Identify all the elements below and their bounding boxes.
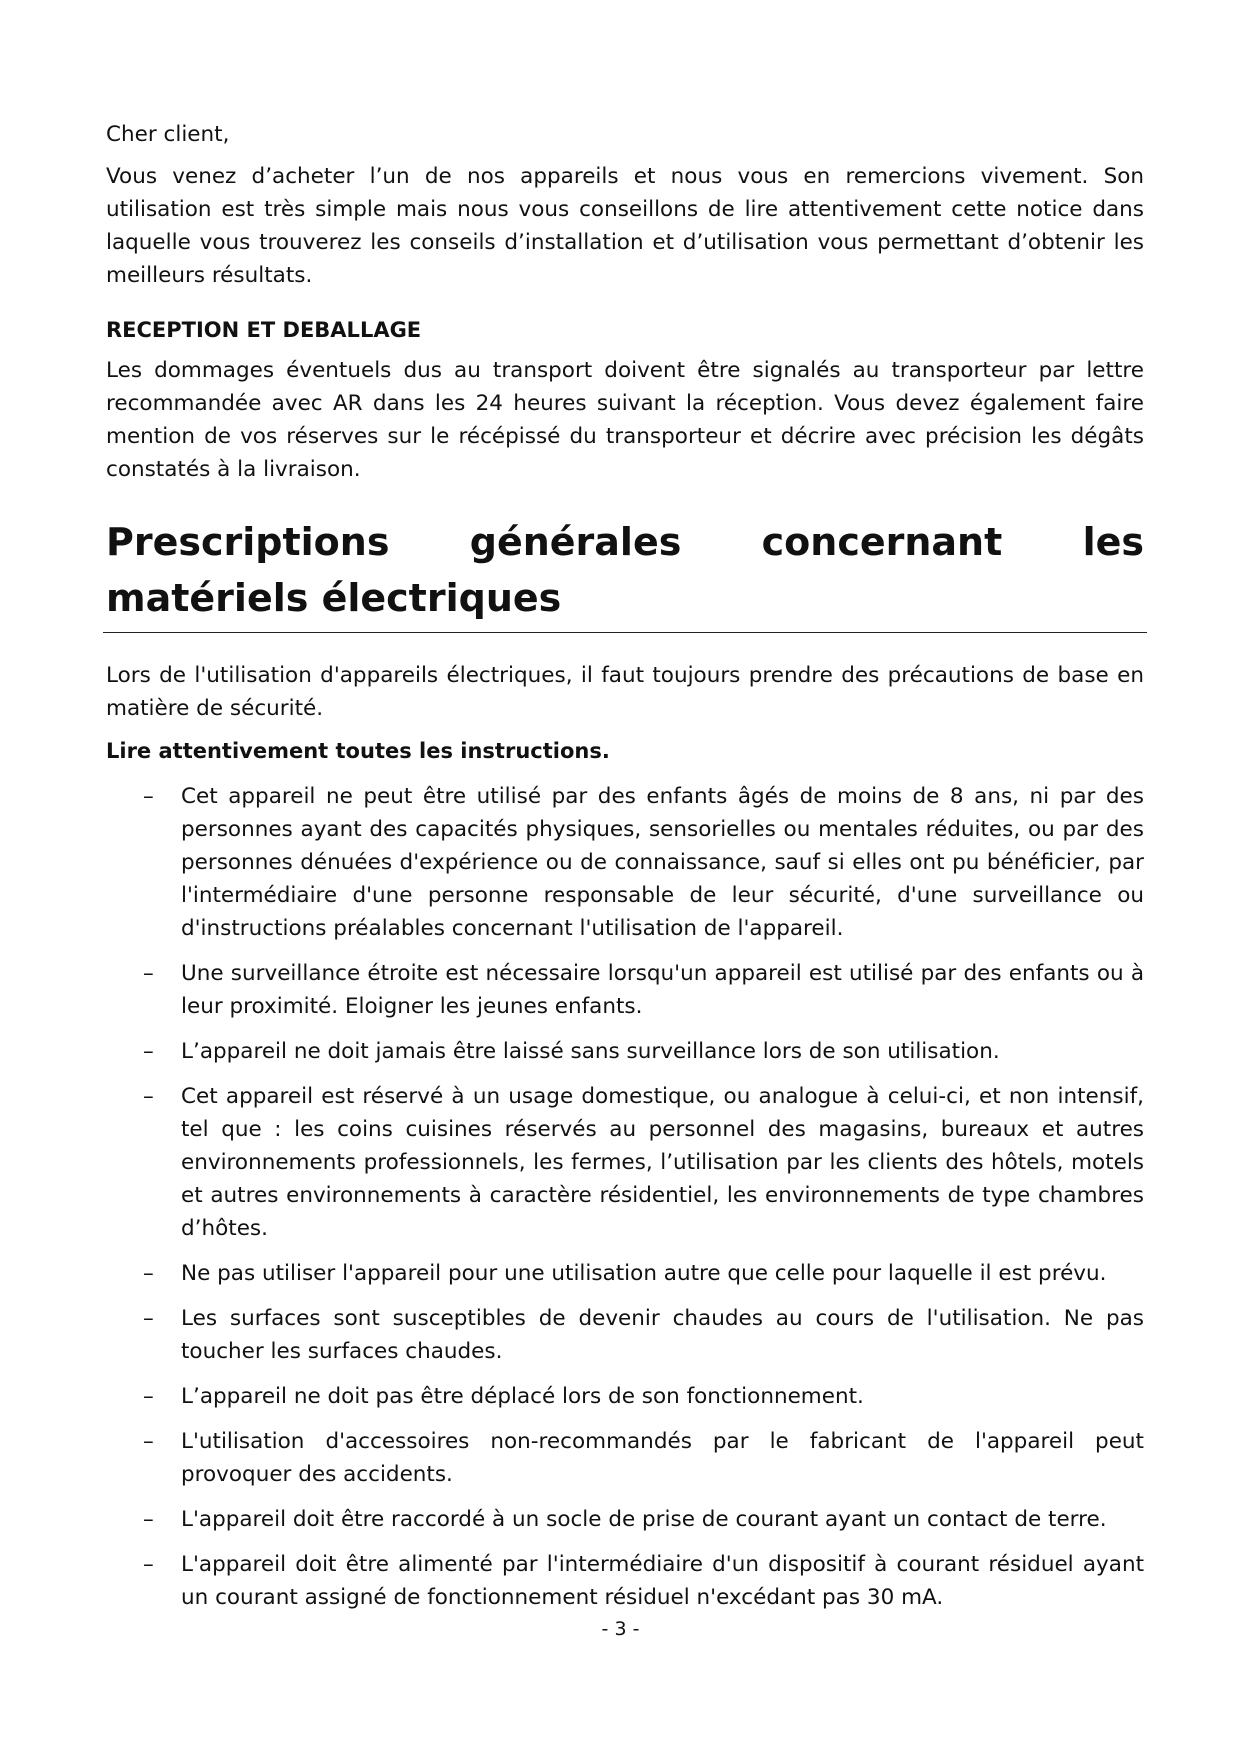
list-item-text: L'appareil doit être raccordé à un socle de prise de courant ayant un contact de terre. — [181, 1507, 1107, 1532]
dash-bullet: – — [143, 1306, 154, 1331]
document-page — [106, 118, 1144, 1626]
greeting: Cher client, — [106, 122, 230, 147]
list-item — [106, 1548, 1144, 1614]
list-item-text: Une surveillance étroite est nécessaire lorsqu'un appareil est utilisé par des enfants ou à leur proximité. Eloigner les jeunes enfants. — [181, 961, 1144, 1019]
intro-paragraph: Vous venez d’acheter l’un de nos appareils et nous vous en remercions vivement. Son utilisation est très simple mais nous vous conseillons de lire attentivement cette notice dans laquelle vous trouverez les conseils d’installation et d’utilisation vous permettant d’obtenir les meilleurs résultats. — [106, 164, 1144, 288]
list-item — [106, 1257, 1144, 1290]
list-item — [106, 957, 1144, 1023]
section-intro: Lors de l'utilisation d'appareils électriques, il faut toujours prendre des précautions de base en matière de sécurité. — [106, 663, 1144, 721]
dash-bullet: – — [143, 1039, 154, 1064]
dash-bullet: – — [143, 1084, 154, 1109]
list-item — [106, 1080, 1144, 1245]
list-item — [106, 1425, 1144, 1491]
dash-bullet: – — [143, 1384, 154, 1409]
reception-heading: RECEPTION ET DEBALLAGE — [106, 318, 422, 342]
dash-bullet: – — [143, 961, 154, 986]
list-item — [106, 1503, 1144, 1536]
reception-paragraph: Les dommages éventuels dus au transport doivent être signalés au transporteur par lettre recommandée avec AR dans les 24 heures suivant la réception. Vous devez également faire mention de vos réserves sur le récépissé du transporteur et décrire avec précision les dégâts constatés à la livraison. — [106, 358, 1144, 482]
list-item — [106, 1302, 1144, 1368]
list-item — [106, 1380, 1144, 1413]
list-item — [106, 780, 1144, 945]
page-number: - 3 - — [601, 1618, 640, 1640]
dash-bullet: – — [143, 1552, 154, 1577]
list-item-text: L’appareil ne doit jamais être laissé sans surveillance lors de son utilisation. — [181, 1039, 1000, 1064]
instructions-heading: Lire attentivement toutes les instructions. — [106, 739, 610, 763]
dash-bullet: – — [143, 784, 154, 809]
list-item-text: Cet appareil ne peut être utilisé par des enfants âgés de moins de 8 ans, ni par des personnes ayant des capacités physiques, sensorielles ou mentales réduites, ou par des personnes dénuées d'expérience ou de connaissance, sauf si elles ont pu bénéficier, par l'intermédiaire d'une personne responsable de leur sécurité, d'une surveillance ou d'instructions préalables concernant l'utilisation de l'appareil. — [181, 784, 1144, 941]
list-item-text: Ne pas utiliser l'appareil pour une utilisation autre que celle pour laquelle il est prévu. — [181, 1261, 1107, 1286]
list-item — [106, 1035, 1144, 1068]
list-item-text: L'appareil doit être alimenté par l'intermédiaire d'un dispositif à courant résiduel ayant un courant assigné de fonctionnement résiduel n'excédant pas 30 mA. — [181, 1552, 1144, 1610]
dash-bullet: – — [143, 1429, 154, 1454]
dash-bullet: – — [143, 1507, 154, 1532]
section-title: Prescriptions générales concernant les matériels électriques — [103, 514, 1147, 633]
list-item-text: Cet appareil est réservé à un usage domestique, ou analogue à celui-ci, et non intensif, tel que : les coins cuisines réservés au personnel des magasins, bureaux et autres environnements professionnels, les fermes, l’utilisation par les clients des hôtels, motels et autres environnements à caractère résidentiel, les environnements de type chambres d’hôtes. — [181, 1084, 1144, 1241]
list-item-text: L’appareil ne doit pas être déplacé lors de son fonctionnement. — [181, 1384, 864, 1409]
list-item-text: Les surfaces sont susceptibles de devenir chaudes au cours de l'utilisation. Ne pas toucher les surfaces chaudes. — [181, 1306, 1144, 1364]
list-item-text: L'utilisation d'accessoires non-recommandés par le fabricant de l'appareil peut provoquer des accidents. — [181, 1429, 1144, 1487]
dash-bullet: – — [143, 1261, 154, 1286]
safety-rules-list — [106, 780, 1144, 1614]
